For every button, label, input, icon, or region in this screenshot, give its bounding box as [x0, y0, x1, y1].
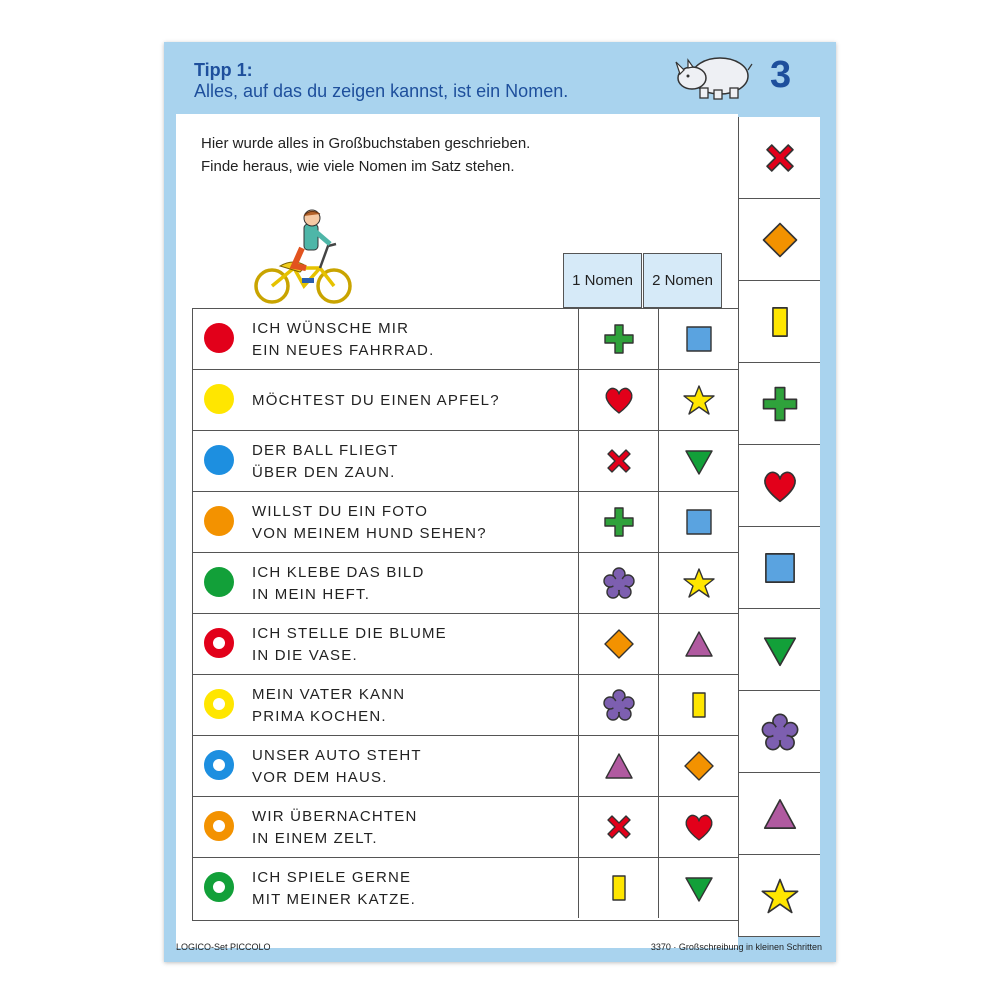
- logico-card: [164, 42, 836, 962]
- star-icon: [682, 383, 716, 417]
- sentence-line: UNSER AUTO STEHT: [252, 747, 422, 764]
- plus-icon: [602, 505, 636, 539]
- answer-cell-1-noun: [578, 431, 658, 491]
- triangle-down-icon: [760, 630, 800, 670]
- plus-icon: [602, 322, 636, 356]
- color-dot-marker: [204, 445, 234, 475]
- footer-set-name: LOGICO-Set PICCOLO: [176, 942, 271, 952]
- sentence-row: [193, 797, 738, 858]
- triangle-up-icon: [760, 794, 800, 834]
- color-ring-marker: [204, 750, 234, 780]
- answer-symbol-slot[interactable]: [738, 117, 820, 199]
- sentence-line: WIR ÜBERNACHTEN: [252, 808, 418, 825]
- sentence-line: ICH STELLE DIE BLUME: [252, 625, 447, 642]
- tip-text: Alles, auf das du zeigen kannst, ist ein Nomen.: [194, 81, 569, 101]
- answer-cell-1-noun: [578, 553, 658, 613]
- sentence-text: [252, 318, 434, 362]
- square-icon: [682, 322, 716, 356]
- answer-symbol-slot[interactable]: [738, 855, 820, 937]
- answer-cell-2-nouns: [658, 797, 738, 857]
- flower-icon: [602, 566, 636, 600]
- star-icon: [682, 566, 716, 600]
- sentence-text: [252, 501, 487, 545]
- sentence-line: MEIN VATER KANN: [252, 686, 406, 703]
- diamond-icon: [760, 220, 800, 260]
- sentence-text: [252, 745, 422, 789]
- color-ring-marker: [204, 628, 234, 658]
- instruction-line: Hier wurde alles in Großbuchstaben geschrieben.: [201, 135, 531, 152]
- flower-icon: [602, 688, 636, 722]
- answer-symbol-column: [738, 114, 820, 948]
- instruction-line: Finde heraus, wie viele Nomen im Satz stehen.: [201, 158, 515, 175]
- square-icon: [682, 505, 716, 539]
- sentence-row: [193, 370, 738, 431]
- sentence-line: PRIMA KOCHEN.: [252, 708, 387, 725]
- answer-symbol-slot[interactable]: [738, 773, 820, 855]
- answer-cell-1-noun: [578, 797, 658, 857]
- color-ring-marker: [204, 811, 234, 841]
- square-icon: [760, 548, 800, 588]
- sentence-line: ICH WÜNSCHE MIR: [252, 320, 410, 337]
- rect-icon: [760, 302, 800, 342]
- plus-icon: [760, 384, 800, 424]
- triangle-down-icon: [682, 871, 716, 905]
- sentence-row: [193, 675, 738, 736]
- answer-symbol-slot[interactable]: [738, 363, 820, 445]
- color-dot-marker: [204, 506, 234, 536]
- triangle-down-icon: [682, 444, 716, 478]
- heart-icon: [760, 466, 800, 506]
- answer-cell-2-nouns: [658, 431, 738, 491]
- sentence-row: [193, 431, 738, 492]
- answer-symbol-slot[interactable]: [738, 527, 820, 609]
- color-dot-marker: [204, 567, 234, 597]
- exercise-panel: [176, 114, 738, 948]
- color-dot-marker: [204, 323, 234, 353]
- sentence-text: [252, 562, 425, 606]
- color-ring-marker: [204, 689, 234, 719]
- sentence-row: [193, 553, 738, 614]
- answer-cell-1-noun: [578, 309, 658, 369]
- instructions: [201, 132, 530, 178]
- sentence-line: ÜBER DEN ZAUN.: [252, 464, 396, 481]
- sentence-text: [252, 623, 447, 667]
- sentence-text: [252, 440, 399, 484]
- sentence-row: [193, 614, 738, 675]
- sentence-line: ICH SPIELE GERNE: [252, 869, 412, 886]
- answer-cell-2-nouns: [658, 553, 738, 613]
- boy-on-bike-illustration: [250, 208, 360, 308]
- triangle-up-icon: [682, 627, 716, 661]
- cross-icon: [602, 810, 636, 844]
- sentence-line: ICH KLEBE DAS BILD: [252, 564, 425, 581]
- answer-symbol-slot[interactable]: [738, 445, 820, 527]
- sentence-line: VON MEINEM HUND SEHEN?: [252, 525, 487, 542]
- rect-icon: [682, 688, 716, 722]
- answer-cell-1-noun: [578, 858, 658, 918]
- answer-cell-1-noun: [578, 614, 658, 674]
- sentence-text: [252, 806, 418, 850]
- sentence-line: IN DIE VASE.: [252, 647, 358, 664]
- column-header-1-noun: 1 Nomen: [563, 253, 642, 308]
- card-number: 3: [770, 54, 792, 96]
- answer-symbol-slot[interactable]: [738, 199, 820, 281]
- sentence-line: IN MEIN HEFT.: [252, 586, 371, 603]
- triangle-up-icon: [602, 749, 636, 783]
- rect-icon: [602, 871, 636, 905]
- rhino-illustration: [674, 48, 754, 104]
- sentence-text: [252, 867, 416, 911]
- cross-icon: [602, 444, 636, 478]
- sentence-row: [193, 309, 738, 370]
- sentence-text: [252, 390, 500, 412]
- answer-symbol-slot[interactable]: [738, 281, 820, 363]
- sentence-line: WILLST DU EIN FOTO: [252, 503, 429, 520]
- footer-product-title: 3370 · Großschreibung in kleinen Schritten: [650, 942, 822, 952]
- answer-cell-2-nouns: [658, 675, 738, 735]
- sentence-line: MIT MEINER KATZE.: [252, 891, 417, 908]
- flower-icon: [760, 712, 800, 752]
- answer-cell-2-nouns: [658, 370, 738, 430]
- star-icon: [760, 876, 800, 916]
- heart-icon: [602, 383, 636, 417]
- answer-cell-1-noun: [578, 675, 658, 735]
- sentence-line: IN EINEM ZELT.: [252, 830, 378, 847]
- sentence-text: [252, 684, 405, 728]
- answer-cell-2-nouns: [658, 614, 738, 674]
- sentence-row: [193, 858, 738, 919]
- answer-symbol-slot[interactable]: [738, 609, 820, 691]
- answer-cell-2-nouns: [658, 492, 738, 552]
- cross-icon: [760, 138, 800, 178]
- diamond-icon: [682, 749, 716, 783]
- tip-title: Tipp 1:: [194, 60, 253, 80]
- color-dot-marker: [204, 384, 234, 414]
- heart-icon: [682, 810, 716, 844]
- sentence-line: MÖCHTEST DU EINEN APFEL?: [252, 392, 500, 409]
- diamond-icon: [602, 627, 636, 661]
- sentence-row: [193, 492, 738, 553]
- answer-cell-2-nouns: [658, 736, 738, 796]
- sentence-line: EIN NEUES FAHRRAD.: [252, 342, 435, 359]
- answer-cell-2-nouns: [658, 858, 738, 918]
- color-ring-marker: [204, 872, 234, 902]
- sentence-table: [192, 308, 739, 921]
- sentence-line: VOR DEM HAUS.: [252, 769, 388, 786]
- answer-symbol-slot[interactable]: [738, 691, 820, 773]
- sentence-line: DER BALL FLIEGT: [252, 442, 399, 459]
- sentence-row: [193, 736, 738, 797]
- answer-cell-1-noun: [578, 736, 658, 796]
- answer-cell-1-noun: [578, 370, 658, 430]
- column-header-2-nouns: 2 Nomen: [643, 253, 722, 308]
- answer-cell-1-noun: [578, 492, 658, 552]
- answer-cell-2-nouns: [658, 309, 738, 369]
